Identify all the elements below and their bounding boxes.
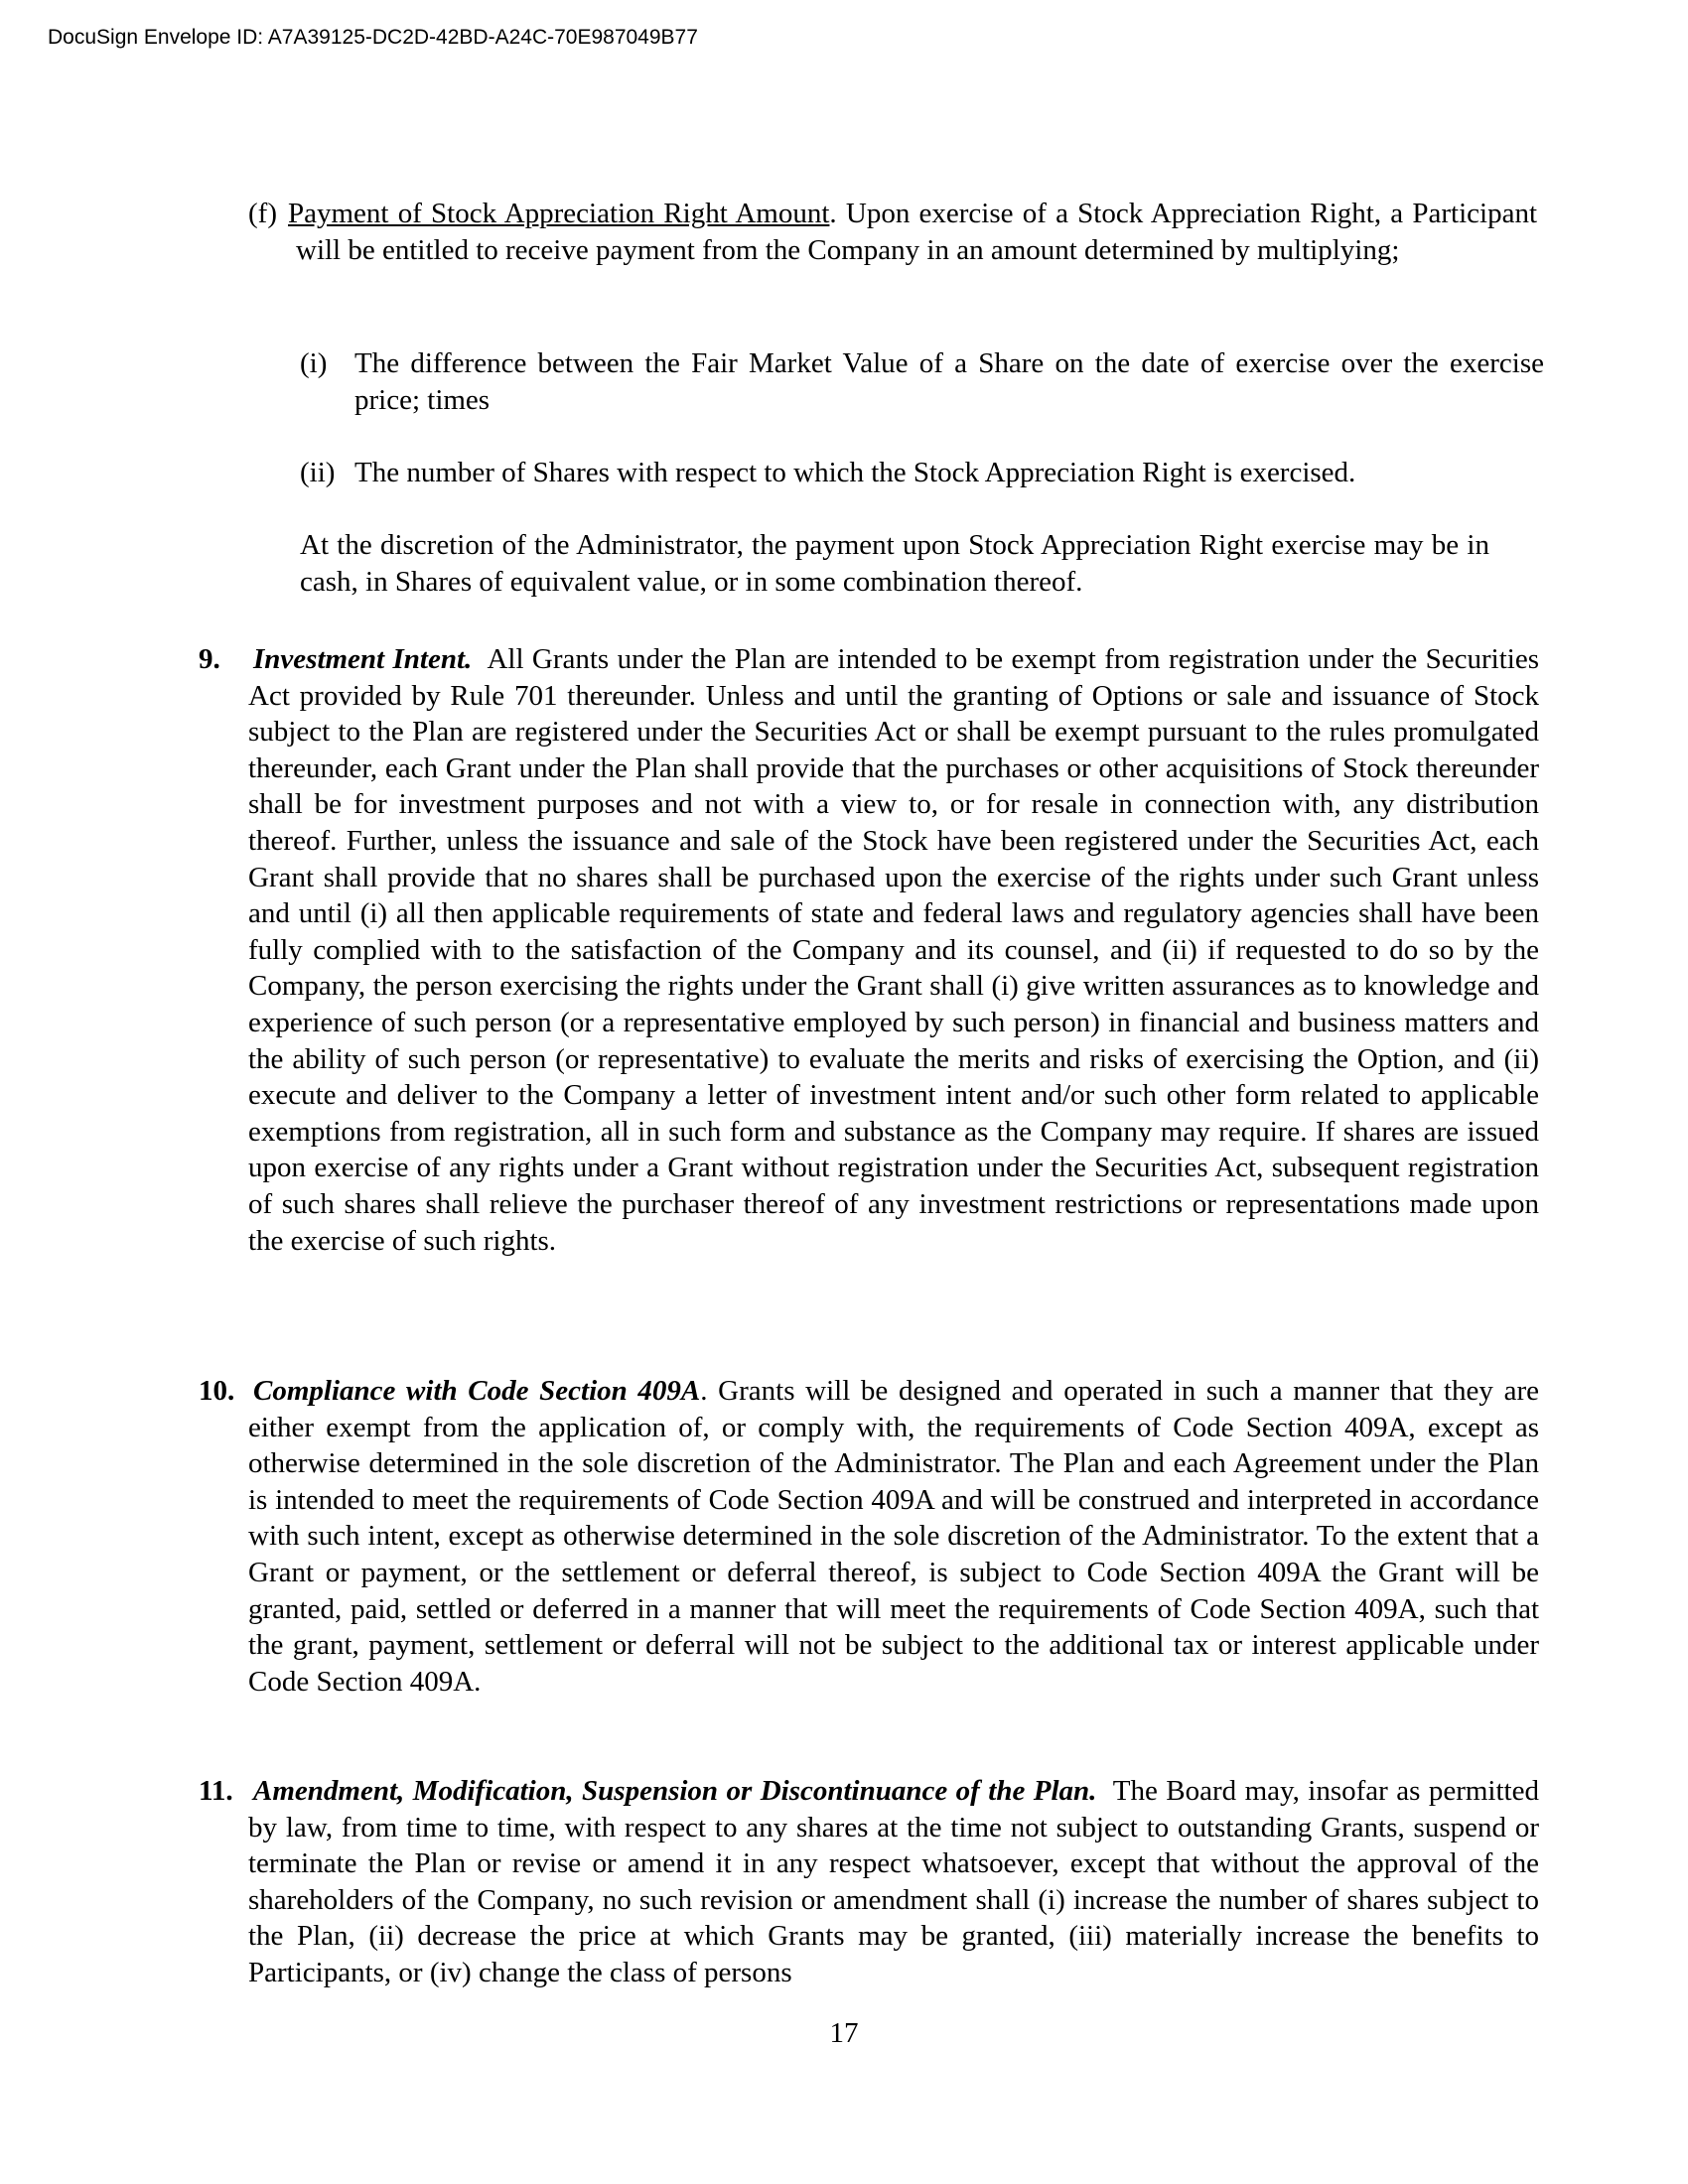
section-9-title: Investment Intent. xyxy=(253,643,473,675)
sub-item-ii-label: (ii) xyxy=(300,457,336,488)
sub-item-ii-text: The number of Shares with respect to which the Stock Appreciation Right is exercised. xyxy=(354,457,1356,488)
paragraph-f-heading: Payment of Stock Appreciation Right Amount xyxy=(288,198,830,229)
section-11-number: 11. xyxy=(199,1775,233,1807)
section-10-separator: . xyxy=(700,1375,719,1407)
paragraph-f xyxy=(248,196,1537,268)
section-10-body: Grants will be designed and operated in such a manner that they are either exempt from the application of, or comply with, the requirements of Code Section 409A, except as otherwise determined in the sole discretion of the Administrator. The Plan and each Agreement under the Plan is intended to meet the requirements of Code Section 409A and will be construed and interpreted in accordance with such intent, except as otherwise determined in the sole discretion of the Administrator. To the extent that a Grant or payment, or the settlement or deferral thereof, is subject to Code Section 409A the Grant will be granted, paid, settled or deferred in a manner that will meet the requirements of Code Section 409A, such that the grant, payment, settlement or deferral will not be subject to the additional tax or interest applicable under Code Section 409A. xyxy=(248,1375,1539,1698)
section-10-number: 10. xyxy=(199,1375,235,1407)
page-number: 17 xyxy=(829,2017,859,2049)
sub-item-i-text: The difference between the Fair Market Value of a Share on the date of exercise over the exercise price; times xyxy=(354,347,1544,416)
sub-item-i-label: (i) xyxy=(300,347,328,379)
sub-item-i xyxy=(300,345,1544,418)
section-10-title: Compliance with Code Section 409A xyxy=(253,1375,701,1407)
section-11-separator xyxy=(1096,1775,1112,1807)
docusign-envelope-id: DocuSign Envelope ID: A7A39125-DC2D-42BD-A24C-70E987049B77 xyxy=(48,26,698,49)
section-9 xyxy=(199,641,1539,1259)
paragraph-f-label: (f) xyxy=(248,198,277,229)
section-9-body: All Grants under the Plan are intended to be exempt from registration under the Securities Act provided by Rule 701 thereunder. Unless and until the granting of Options or sale and issuance of Stock subject to the Plan are registered under the Securities Act or shall be exempt pursuant to the rules promulgated thereunder, each Grant under the Plan shall provide that the purchases or other acquisitions of Stock thereunder shall be for investment purposes and not with a view to, or for resale in connection with, any distribution thereof. Further, unless the issuance and sale of the Stock have been registered under the Securities Act, each Grant shall provide that no shares shall be purchased upon the exercise of the rights under such Grant unless and until (i) all then applicable requirements of state and federal laws and regulatory agencies shall have been fully complied with to the satisfaction of the Company and its counsel, and (ii) if requested to do so by the Company, the person exercising the rights under the Grant shall (i) give written assurances as to knowledge and experience of such person (or a representative employed by such person) in financial and business matters and the ability of such person (or representative) to evaluate the merits and risks of exercising the Option, and (ii) execute and deliver to the Company a letter of investment intent and/or such other form related to applicable exemptions from registration, all in such form and substance as the Company may require. If shares are issued upon exercise of any rights under a Grant without registration under the Securities Act, subsequent registration of such shares shall relieve the purchaser thereof of any investment restrictions or representations made upon the exercise of such rights. xyxy=(248,643,1539,1257)
section-9-number: 9. xyxy=(199,643,220,675)
section-11 xyxy=(199,1773,1539,1991)
closing-paragraph: At the discretion of the Administrator, the payment upon Stock Appreciation Right exercise may be in cash, in Shares of equivalent value, or in some combination thereof. xyxy=(300,529,1489,598)
section-11-body: The Board may, insofar as permitted by law, from time to time, with respect to any shares at the time not subject to outstanding Grants, suspend or terminate the Plan or revise or amend it in any respect whatsoever, except that without the approval of the shareholders of the Company, no such revision or amendment shall (i) increase the number of shares subject to the Plan, (ii) decrease the price at which Grants may be granted, (iii) materially increase the benefits to Participants, or (iv) change the class of persons xyxy=(248,1775,1539,1988)
section-11-title: Amendment, Modification, Suspension or Discontinuance of the Plan. xyxy=(253,1775,1097,1807)
section-10 xyxy=(199,1373,1539,1700)
paragraph-f-text: . Upon exercise of a Stock Appreciation Right, a Participant will be entitled to receive payment from the Company in an amount determined by multiplying; xyxy=(296,198,1537,266)
sub-item-ii xyxy=(300,455,1544,491)
section-9-separator xyxy=(472,643,487,675)
